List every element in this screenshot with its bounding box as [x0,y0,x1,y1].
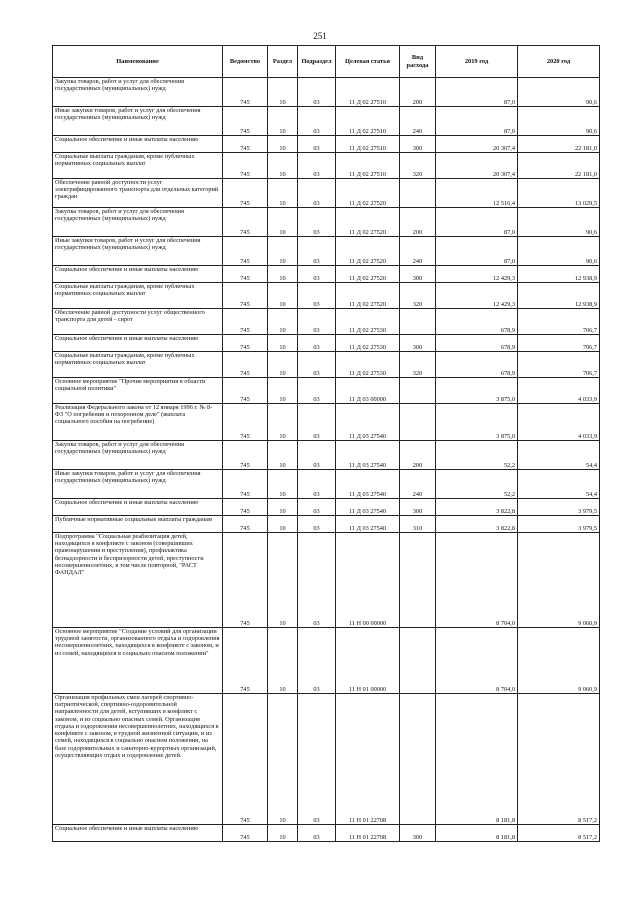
cell-department: 745 [223,516,268,533]
table-row [53,533,600,628]
cell-department: 745 [223,136,268,153]
cell-target-article: 11 Д 02 27520 [336,208,400,237]
cell-amount-2020: 4 033,9 [518,378,600,404]
table-row [53,335,600,352]
cell-section: 10 [268,352,298,378]
cell-target-article: 11 Д 02 27520 [336,283,400,309]
cell-department: 745 [223,533,268,628]
table-header [53,46,600,78]
cell-target-article: 11 Д 03 27540 [336,470,400,499]
cell-department: 745 [223,208,268,237]
cell-target-article: 11 Н 01 22708 [336,825,400,842]
cell-expense-type: 240 [400,237,436,266]
cell-target-article: 11 Д 02 27510 [336,153,400,179]
cell-amount-2020: 8 517,2 [518,825,600,842]
cell-name: Основное мероприятие "Прочие мероприятия в области социальной политики" [53,378,223,404]
cell-expense-type [400,179,436,208]
table-row [53,694,600,825]
table-row [53,78,600,107]
cell-amount-2020: 8 517,2 [518,694,600,825]
table-row [53,499,600,516]
cell-name: Основное мероприятие "Создание условий для организации трудовой занятости, организованного отдыха и оздоровления несовершеннолетних, находящихся в конфликте с законом, и из семей, находящихся в социально опасном положении" [53,628,223,694]
cell-subsection: 03 [298,107,336,136]
cell-name: Социальное обеспечение и иные выплаты населению [53,335,223,352]
cell-amount-2019: 87,0 [436,208,518,237]
cell-expense-type: 300 [400,499,436,516]
cell-name: Социальное обеспечение и иные выплаты населению [53,136,223,153]
cell-target-article: 11 Н 00 00000 [336,533,400,628]
table-row [53,153,600,179]
cell-section: 10 [268,533,298,628]
cell-name: Иные закупки товаров, работ и услуг для обеспечения государственных (муниципальных) нужд [53,470,223,499]
cell-section: 10 [268,441,298,470]
cell-name: Социальное обеспечение и иные выплаты населению [53,825,223,842]
cell-department: 745 [223,283,268,309]
cell-section: 10 [268,237,298,266]
cell-amount-2019: 87,0 [436,237,518,266]
cell-section: 10 [268,516,298,533]
cell-section: 10 [268,499,298,516]
cell-amount-2019: 8 704,0 [436,533,518,628]
cell-name: Обеспечение равной доступности услуг общественного транспорта для детей - сирот [53,309,223,335]
cell-section: 10 [268,335,298,352]
cell-department: 745 [223,470,268,499]
cell-expense-type: 300 [400,136,436,153]
cell-amount-2019: 52,2 [436,470,518,499]
table-row [53,107,600,136]
cell-department: 745 [223,179,268,208]
cell-amount-2020: 12 938,9 [518,283,600,309]
cell-expense-type [400,694,436,825]
cell-amount-2019: 20 307,4 [436,136,518,153]
table-row [53,628,600,694]
cell-section: 10 [268,628,298,694]
cell-expense-type [400,378,436,404]
table-row [53,404,600,441]
cell-target-article: 11 Д 02 27530 [336,335,400,352]
cell-expense-type: 320 [400,153,436,179]
cell-subsection: 03 [298,516,336,533]
cell-department: 745 [223,237,268,266]
cell-target-article: 11 Д 03 27540 [336,441,400,470]
cell-amount-2019: 20 307,4 [436,153,518,179]
table-row [53,470,600,499]
cell-subsection: 03 [298,153,336,179]
table-row [53,237,600,266]
cell-department: 745 [223,499,268,516]
cell-subsection: 03 [298,470,336,499]
header-row [53,46,600,78]
cell-amount-2019: 678,9 [436,309,518,335]
cell-amount-2020: 22 181,0 [518,136,600,153]
cell-target-article: 11 Д 02 27510 [336,136,400,153]
cell-name: Реализация Федерального закона от 12 января 1996 г. № 8-ФЗ "О погребении и похоронном деле" (выплата социального пособия на погребение) [53,404,223,441]
cell-subsection: 03 [298,266,336,283]
table-row [53,309,600,335]
cell-subsection: 03 [298,352,336,378]
cell-amount-2019: 12 429,3 [436,283,518,309]
cell-expense-type: 240 [400,107,436,136]
cell-amount-2020: 90,6 [518,78,600,107]
cell-subsection: 03 [298,441,336,470]
cell-amount-2020: 706,7 [518,352,600,378]
cell-amount-2020: 9 060,9 [518,628,600,694]
table-row [53,136,600,153]
cell-amount-2019: 3 822,8 [436,499,518,516]
cell-subsection: 03 [298,533,336,628]
table-row [53,208,600,237]
cell-expense-type: 240 [400,470,436,499]
cell-amount-2019: 3 875,0 [436,378,518,404]
cell-amount-2019: 3 822,8 [436,516,518,533]
cell-amount-2020: 4 033,9 [518,404,600,441]
cell-expense-type: 300 [400,825,436,842]
cell-target-article: 11 Н 01 00000 [336,628,400,694]
cell-name: Социальные выплаты гражданам, кроме публичных нормативных социальных выплат [53,153,223,179]
header-year-2020: 2020 год [518,46,600,78]
cell-expense-type: 310 [400,516,436,533]
cell-amount-2019: 12 516,4 [436,179,518,208]
cell-amount-2019: 678,9 [436,352,518,378]
cell-name: Социальные выплаты гражданам, кроме публичных нормативных социальных выплат [53,283,223,309]
cell-section: 10 [268,694,298,825]
cell-name: Закупка товаров, работ и услуг для обеспечения государственных (муниципальных) нужд [53,208,223,237]
cell-amount-2019: 87,0 [436,107,518,136]
cell-subsection: 03 [298,404,336,441]
cell-section: 10 [268,825,298,842]
cell-target-article: 11 Н 01 22708 [336,694,400,825]
cell-name: Социальное обеспечение и иные выплаты населению [53,499,223,516]
cell-subsection: 03 [298,179,336,208]
cell-name: Социальное обеспечение и иные выплаты населению [53,266,223,283]
cell-expense-type: 300 [400,266,436,283]
cell-subsection: 03 [298,309,336,335]
cell-section: 10 [268,78,298,107]
cell-department: 745 [223,825,268,842]
cell-name: Иные закупки товаров, работ и услуг для обеспечения государственных (муниципальных) нужд [53,237,223,266]
cell-amount-2019: 87,0 [436,78,518,107]
cell-target-article: 11 Д 02 27510 [336,78,400,107]
cell-subsection: 03 [298,694,336,825]
header-year-2019: 2019 год [436,46,518,78]
cell-department: 745 [223,78,268,107]
cell-target-article: 11 Д 02 27520 [336,237,400,266]
cell-amount-2020: 3 979,5 [518,516,600,533]
cell-subsection: 03 [298,335,336,352]
cell-subsection: 03 [298,825,336,842]
table-row [53,179,600,208]
cell-department: 745 [223,335,268,352]
cell-subsection: 03 [298,78,336,107]
table-row [53,825,600,842]
cell-subsection: 03 [298,136,336,153]
cell-target-article: 11 Д 03 27540 [336,404,400,441]
table-body [53,78,600,842]
cell-section: 10 [268,309,298,335]
cell-name: Социальные выплаты гражданам, кроме публичных нормативных социальных выплат [53,352,223,378]
cell-section: 10 [268,266,298,283]
cell-section: 10 [268,404,298,441]
cell-expense-type: 300 [400,335,436,352]
cell-section: 10 [268,179,298,208]
cell-department: 745 [223,266,268,283]
cell-expense-type: 320 [400,352,436,378]
table-row [53,378,600,404]
cell-subsection: 03 [298,237,336,266]
cell-amount-2019: 678,9 [436,335,518,352]
cell-subsection: 03 [298,283,336,309]
cell-subsection: 03 [298,628,336,694]
cell-subsection: 03 [298,208,336,237]
table-row [53,283,600,309]
cell-expense-type [400,309,436,335]
cell-expense-type: 200 [400,441,436,470]
cell-department: 745 [223,352,268,378]
header-department: Ведомство [223,46,268,78]
cell-section: 10 [268,136,298,153]
cell-name: Закупка товаров, работ и услуг для обеспечения государственных (муниципальных) нужд [53,78,223,107]
cell-name: Публичные нормативные социальные выплаты гражданам [53,516,223,533]
page-number: 251 [313,31,327,41]
cell-amount-2020: 9 060,9 [518,533,600,628]
cell-amount-2020: 54,4 [518,470,600,499]
cell-target-article: 11 Д 03 00000 [336,378,400,404]
cell-name: Подпрограмма "Социальная реабилитация детей, находящихся в конфликте с законом (совершивших правонарушения и преступления), профилактика безнадзорности и беспризорности детей, преступности несовершеннолетних, в том числе повторной, "РАСТ ФАНДАЛ" [53,533,223,628]
cell-department: 745 [223,404,268,441]
table-row [53,352,600,378]
cell-expense-type: 200 [400,78,436,107]
cell-expense-type: 200 [400,208,436,237]
cell-target-article: 11 Д 03 27540 [336,499,400,516]
header-section: Раздел [268,46,298,78]
cell-name: Иные закупки товаров, работ и услуг для обеспечения государственных (муниципальных) нужд [53,107,223,136]
cell-expense-type [400,533,436,628]
cell-amount-2020: 706,7 [518,335,600,352]
cell-amount-2020: 90,6 [518,208,600,237]
cell-amount-2019: 8 181,8 [436,694,518,825]
cell-department: 745 [223,694,268,825]
cell-target-article: 11 Д 02 27530 [336,309,400,335]
cell-amount-2020: 22 181,0 [518,153,600,179]
table-row [53,266,600,283]
cell-target-article: 11 Д 02 27520 [336,266,400,283]
header-target-article: Целевая статья [336,46,400,78]
table-row [53,441,600,470]
cell-department: 745 [223,153,268,179]
cell-amount-2020: 12 938,9 [518,266,600,283]
cell-amount-2019: 8 704,0 [436,628,518,694]
cell-section: 10 [268,153,298,179]
cell-expense-type [400,404,436,441]
cell-amount-2020: 90,6 [518,107,600,136]
cell-section: 10 [268,470,298,499]
cell-amount-2019: 12 429,3 [436,266,518,283]
cell-amount-2020: 706,7 [518,309,600,335]
cell-amount-2020: 13 029,5 [518,179,600,208]
budget-table [52,45,600,842]
header-subsection: Подраздел [298,46,336,78]
cell-target-article: 11 Д 03 27540 [336,516,400,533]
cell-expense-type: 320 [400,283,436,309]
cell-department: 745 [223,441,268,470]
cell-amount-2019: 3 875,0 [436,404,518,441]
cell-amount-2019: 52,2 [436,441,518,470]
cell-amount-2020: 90,6 [518,237,600,266]
header-name: Наименование [53,46,223,78]
cell-name: Организация профильных смен лагерей спортивно-патриотической, спортивно-оздоровительной направленности для детей, вступивших в конфликт с законом, и из социально опасных семей. Организация отдыха и оздоровления несовершеннолетних, находящихся в конфликте с законом, в трудной жизненной ситуации, и из семей, находящихся в социально опасном положении, на базе оздоровительных и санаторно-курортных организаций, осуществляющих отдых и оздоровление детей. [53,694,223,825]
cell-department: 745 [223,309,268,335]
cell-section: 10 [268,107,298,136]
cell-subsection: 03 [298,499,336,516]
header-expense-type: Вид расхода [400,46,436,78]
cell-target-article: 11 Д 02 27530 [336,352,400,378]
cell-department: 745 [223,628,268,694]
cell-amount-2020: 3 979,5 [518,499,600,516]
cell-section: 10 [268,283,298,309]
cell-expense-type [400,628,436,694]
cell-department: 745 [223,107,268,136]
cell-section: 10 [268,208,298,237]
cell-target-article: 11 Д 02 27510 [336,107,400,136]
cell-department: 745 [223,378,268,404]
cell-target-article: 11 Д 02 27520 [336,179,400,208]
cell-amount-2019: 8 181,8 [436,825,518,842]
cell-name: Закупка товаров, работ и услуг для обеспечения государственных (муниципальных) нужд [53,441,223,470]
table-row [53,516,600,533]
cell-amount-2020: 54,4 [518,441,600,470]
cell-subsection: 03 [298,378,336,404]
cell-section: 10 [268,378,298,404]
cell-name: Обеспечение равной доступности услуг электрифицированного транспорта для отдельных категорий граждан [53,179,223,208]
